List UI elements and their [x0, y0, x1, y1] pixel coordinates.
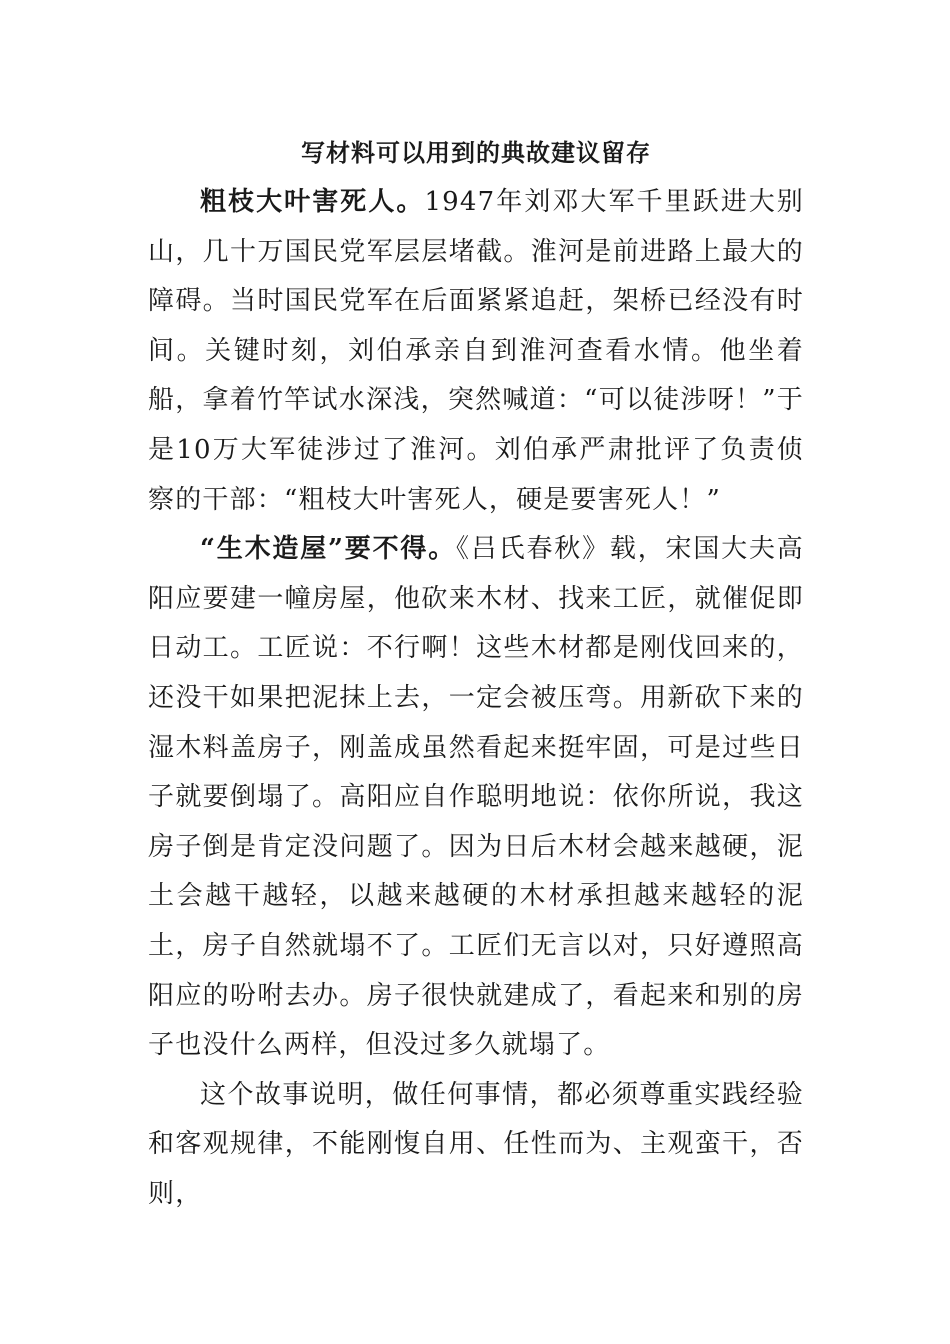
- document-body: [148, 178, 804, 1219]
- paragraph-2-text: 《吕氏春秋》载，宋国大夫高阳应要建一幢房屋，他砍来木材、找来工匠，就催促即日动工。工匠说：不行啊！这些木材都是刚伐回来的，还没干如果把泥抹上去，一定会被压弯。用新砍下来的湿木料盖房子，刚盖成虽然看起来挺牢固，可是过些日子就要倒塌了。高阳应自作聪明地说：依你所说，我这房子倒是肯定没问题了。因为日后木材会越来越硬，泥土会越干越轻，以越来越硬的木材承担越来越轻的泥土，房子自然就塌不了。工匠们无言以对，只好遵照高阳应的吩咐去办。房子很快就建成了，看起来和别的房子也没什么两样，但没过多久就塌了。: [148, 534, 804, 1061]
- paragraph-1: [148, 178, 804, 525]
- document-title: 写材料可以用到的典故建议留存: [301, 138, 651, 167]
- paragraph-3: [148, 1071, 804, 1220]
- paragraph-2-lead: “生木造屋”要不得。: [200, 534, 457, 565]
- paragraph-3-text: 这个故事说明，做任何事情，都必须尊重实践经验和客观规律，不能刚愎自用、任性而为、主观蛮干，否则，: [148, 1079, 804, 1209]
- paragraph-2: [148, 525, 804, 1071]
- paragraph-1-text: 1947年刘邓大军千里跃进大别山，几十万国民党军层层堵截。淮河是前进路上最大的障碍。当时国民党军在后面紧紧追赶，架桥已经没有时间。关键时刻，刘伯承亲自到淮河查看水情。他坐着船，拿着竹竿试水深浅，突然喊道：“可以徒涉呀！”于是10万大军徒涉过了淮河。刘伯承严肃批评了负责侦察的干部：“粗枝大叶害死人，硬是要害死人！”: [148, 187, 804, 515]
- paragraph-1-lead: 粗枝大叶害死人。: [200, 187, 425, 217]
